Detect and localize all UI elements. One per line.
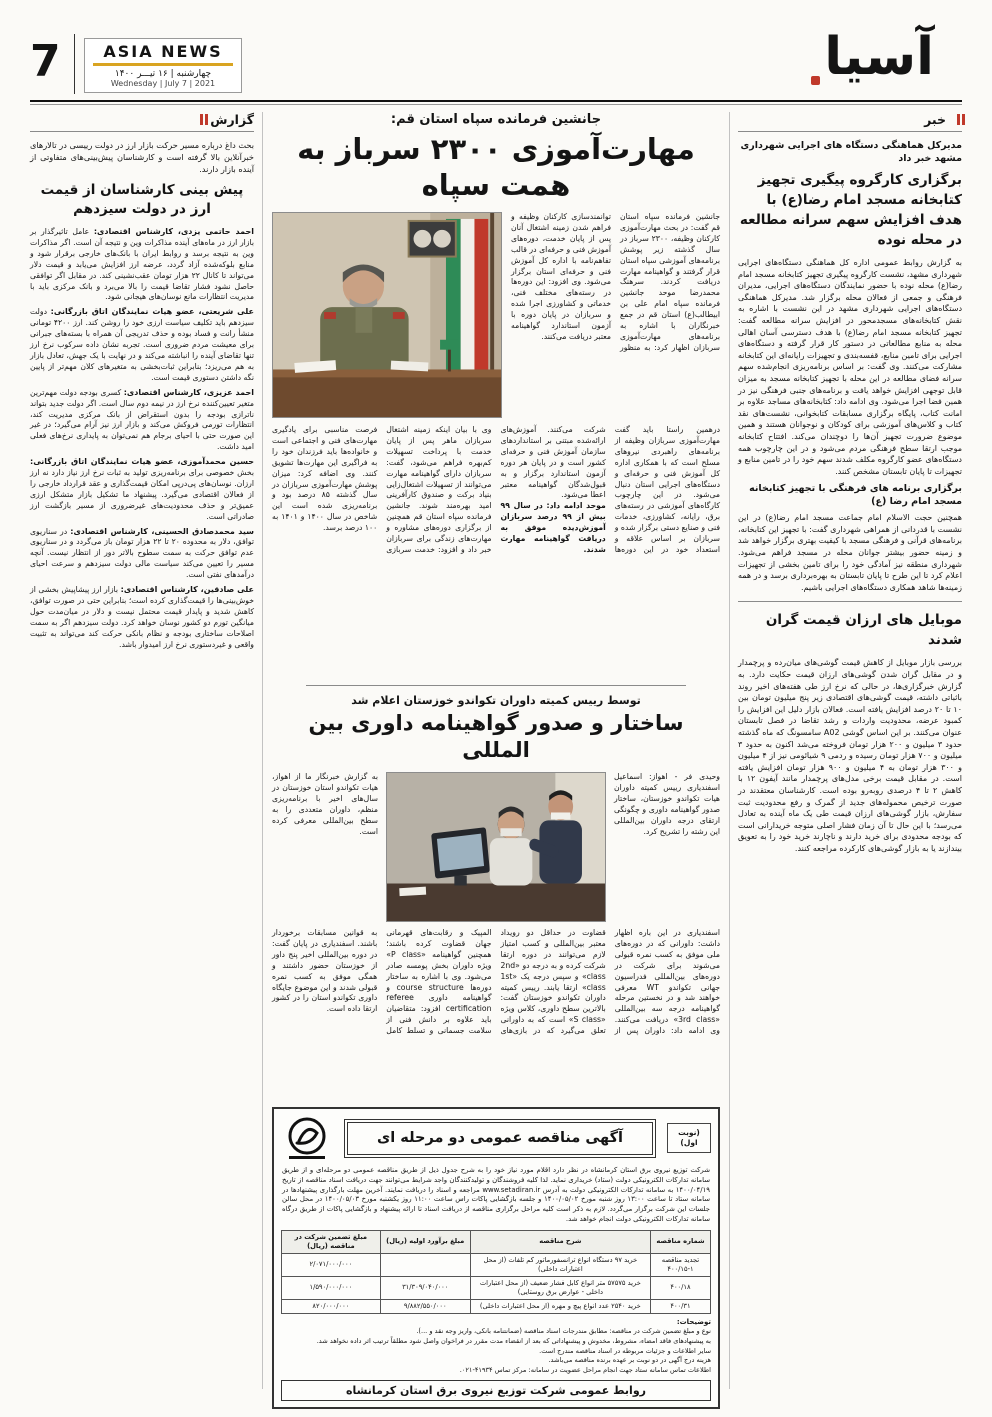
- logo-accent-icon: [811, 76, 820, 85]
- report-entry: [30, 585, 254, 650]
- tender-intro-text: شرکت توزیع نیروی برق استان کرمانشاه در نظر دارد اقلام مورد نیاز خود را به شرح جدول ذیل از طریق مناقصه عمومی دو مرحله‌ای و از طریق سامانه تدارکات الکترونیکی دولت (ستاد) خریداری نماید. لذا کلیه فروشندگان و تولیدکنندگان واجد شرایط می‌توانند جهت دریافت اسناد مناقصه از تاریخ ۱۴۰۰/۰۴/۱۹ به سامانه تدارکات الکترونیکی دولت به آدرس www.setadiran.ir مراجعه و اسناد را دریافت نمایند. آخرین مهلت بارگذاری پیشنهادها در سامانه ستاد تا ساعت ۱۳:۰۰ روز شنبه مورخ ۱۴۰۰/۰۵/۰۲ و جلسه بازگشایی پاکات راس ساعت ۱۱:۰۰ روز یکشنبه مورخ ۱۴۰۰/۰۵/۰۳ در محل سالن جلسات این شرکت برگزار می‌گردد. لازم به ذکر است کلیه مراحل برگزاری مناقصه از دریافت اسناد تا ارائه پیشنهاد و بازگشایی پاکات از طریق درگاه سامانه تدارکات الکترونیکی دولت انجام خواهد شد.: [282, 1166, 710, 1223]
- referee-photo-illustration: [387, 773, 605, 921]
- tender-desc-cell: خرید ۹۷ دستگاه انواع ترانسفورماتور کم تلفات (از محل اعتبارات داخلی): [470, 1253, 650, 1276]
- news-item1-headline: برگزاری کارگروه پیگیری تجهیز کتابخانه مسجد امام رضا(ع) با هدف افزایش سهم سرانه مطالعه در محله نوده: [739, 172, 962, 248]
- expert-name: حسین محمدآموزی، عضو هیات نمایندگان اتاق بازرگانی:: [30, 457, 254, 467]
- news-column: [738, 112, 962, 1389]
- report-headline: پیش بینی کارشناسان از قیمت ارز در دولت سیزدهم: [40, 182, 244, 217]
- tender-header: [281, 1115, 711, 1161]
- tender-note-line: هزینه درج آگهی در دو نوبت بر عهده برنده مناقصه می‌باشد.: [548, 1356, 711, 1365]
- report-entry: [30, 307, 254, 383]
- expert-quote: دولت سیزدهم باید تکلیف سیاست ارزی خود را روشن کند. ارز ۴۲۰۰ تومانی منشأ رانت و فساد بوده و حذف تدریجی آن همراه با بسته‌های جبرانی برای معیشت مردم ضروری است. تجربه نشان داده سرکوب نرخ ارز تنها تقاضای آینده را انباشته می‌کند و در نهایت با یک جهش، تعادل بازار به هم می‌ریزد؛ بنابراین ثبات‌بخشی به متغیرهای کلان مهم‌تر از پایین نگه داشتن دستوری قیمت است.: [30, 307, 254, 382]
- referee-article-headline: ساختار و صدور گواهینامه داوری بین المللی: [308, 711, 684, 762]
- news-item1-subhead: برگزاری برنامه های فرهنگی با تجهیز کتابخانه مسجد امام رضا (ع): [749, 483, 962, 508]
- tender-table: [281, 1230, 711, 1314]
- report-entry: [30, 457, 254, 522]
- masthead: [30, 27, 962, 98]
- tender-estimate-cell: ۹/۸۸۲/۵۵۰/۰۰۰: [380, 1299, 470, 1313]
- lead-article-intro: جانشین فرمانده سپاه استان قم گفت: در بحث مهارت‌آموزی کارکنان وظیفه، ۲۳۰۰ سرباز در سال گذشته زیر پوشش برنامه‌های آموزشی سپاه استان قرار گرفتند و گواهینامه مهارت دریافت کردند. سرهنگ محمدرضا موحد جانشین فرمانده سپاه امام علی بن ابیطالب(ع) استان قم در جمع خبرنگاران با اشاره به برنامه‌های مهارت‌آموزی سربازان اظهار کرد: به منظور توانمندسازی کارکنان وظیفه و فراهم شدن زمینه اشتغال آنان پس از پایان خدمت، دوره‌های آموزش فنی و حرفه‌ای در قالب تفاهم‌نامه با اداره کل آموزش فنی و حرفه‌ای استان برگزار می‌شود. وی افزود: این دوره‌ها در رسته‌های مختلف فنی، خدماتی و کشاورزی اجرا شده و سربازان در پایان دوره با آزمون استاندارد گواهینامه معتبر دریافت می‌کنند.: [511, 212, 720, 352]
- news-section-header: [738, 112, 962, 132]
- tender-round-note: (نوبت اول): [667, 1123, 711, 1153]
- table-header-cell: شرح مناقصه: [470, 1230, 650, 1253]
- brand-box: [84, 38, 242, 93]
- lead-article-top-row: [272, 212, 720, 418]
- center-column: [262, 112, 730, 1398]
- tender-table-header-row: [282, 1230, 711, 1253]
- report-section-header: [30, 112, 254, 132]
- section-marker-icon: [957, 114, 960, 125]
- tender-note-line: نوع و مبلغ تضمین شرکت در مناقصه: مطابق مندرجات اسناد مناقصه (ضمانتنامه بانکی، واریز وجه نقد و ...).: [416, 1327, 711, 1336]
- tender-guarantee-cell: ۸۲۰/۰۰۰/۰۰۰: [282, 1299, 381, 1313]
- lead-body-bold-paragraph: موحد ادامه داد: در سال ۹۹ بیش از ۹۹ درصد سربازان آموزش‌دیده موفق به دریافت گواهینامه مهارت شدند.: [500, 501, 606, 554]
- report-entry: [30, 527, 254, 582]
- tender-desc-cell: خرید ۲۵۴۰ عدد انواع پیچ و مهره (از محل اعتبارات داخلی): [470, 1299, 650, 1313]
- tender-estimate-cell: ۳۱/۳۰۹/۰۴۰/۰۰۰: [380, 1276, 470, 1299]
- news-section-label: خبر: [924, 112, 946, 127]
- power-company-logo: [281, 1115, 333, 1161]
- tender-note-line: سایر اطلاعات و جزئیات مربوطه در اسناد مناقصه مندرج است.: [539, 1346, 711, 1355]
- news-item1-kicker: مدیرکل هماهنگی دستگاه های اجرایی شهرداری مشهد خبر داد: [740, 140, 962, 164]
- expert-name: احمد حاتمی یزدی، کارشناس اقتصادی:: [93, 227, 254, 236]
- expert-name: احمد عزیزی، کارشناس اقتصادی:: [123, 387, 254, 397]
- referee-article-right-column: وحیدی فر - اهواز: اسماعیل اسفندیاری رییس کمیته داوران هیات تکواندو خوزستان، ساختار صدور گواهینامه داوری و چگونگی ارتقای درجه داوران بین‌المللی این رشته را تشریح کرد.: [614, 772, 720, 836]
- news-item2-headline: موبایل های ارزان قیمت گران شدند: [765, 612, 962, 649]
- tender-estimate-cell: [380, 1253, 470, 1276]
- referee-article-body: [272, 928, 720, 1098]
- tender-guarantee-cell: ۲/۰۷۱/۰۰۰/۰۰۰: [282, 1253, 381, 1276]
- header-vertical-rule: [74, 34, 75, 94]
- news-item1-body-2: همچنین حجت الاسلام امام جماعت مسجد امام رضا(ع) در این نشست با قدردانی از همراهی شهرداری گفت: با تجهیز این کتابخانه، برنامه‌های قرآنی و فرهنگی مسجد با کیفیت بهتری برگزار خواهد شد و زمینه حضور بیشتر جوانان محله در مسجد فراهم می‌شود. شهرداری منطقه نیز آمادگی خود را برای تامین بخشی از تجهیزات اعلام کرد تا این طرح تا پایان تابستان به بهره‌برداری برسد و در همه زمینه‌ها شاهد همکاری دستگاه‌های اجرایی باشیم.: [738, 513, 962, 592]
- referee-article-kicker: توسط رییس کمیته داوران تکواندو خوزستان اعلام شد: [351, 694, 641, 707]
- tender-id-cell: ۴۰۰/۱۸: [650, 1276, 710, 1299]
- referee-article-top-row: [272, 772, 720, 922]
- lead-body-paragraph: درهمین راستا باید گفت مهارت‌آموزی سربازان وظیفه از برنامه‌های راهبردی نیروهای مسلح است که با همکاری اداره کل آموزش فنی و حرفه‌ای و دستگاه‌های اجرایی استان دنبال می‌شود. در این چارچوب کارگاه‌های آموزشی در رسته‌های برق، رایانه، کشاورزی، خدمات فنی و صنایع دستی برگزار شده و سربازان بر اساس علاقه و استعداد خود در این دوره‌ها شرکت می‌کنند. آموزش‌های ارائه‌شده مبتنی بر استانداردهای سازمان آموزش فنی و حرفه‌ای کشور است و در پایان هر دوره آزمون استاندارد برگزار و به قبول‌شدگان گواهینامه معتبر اعطا می‌شود.: [500, 425, 720, 554]
- tender-notes-title: توضیحات:: [676, 1317, 711, 1326]
- referee-course-photo: [386, 772, 606, 922]
- report-column: [30, 112, 254, 1389]
- table-header-cell: مبلغ تضمین شرکت در مناقصه (ریال): [282, 1230, 381, 1253]
- report-lead: بحث داغ درباره مسیر حرکت بازار ارز در دولت رییسی در تالارهای خبرآنلاین بالا گرفته است و کارشناسان پیش‌بینی‌های متفاوتی از آینده بازار دارند.: [30, 140, 254, 174]
- news-divider-rule: [738, 601, 962, 602]
- article-divider-rule: [306, 685, 686, 686]
- header-rule-thin: [30, 104, 962, 105]
- tender-guarantee-cell: ۱/۵۹۰/۰۰۰/۰۰۰: [282, 1276, 381, 1299]
- lead-body-paragraph: وی با بیان اینکه زمینه اشتغال سربازان ماهر پس از پایان خدمت با پرداخت تسهیلات کم‌بهره فراهم می‌شود، گفت: سربازان دارای گواهینامه مهارت می‌توانند از تسهیلات اشتغال‌زایی بنیاد برکت و صندوق کارآفرینی امید بهره‌مند شوند. جانشین فرمانده سپاه استان قم همچنین از برگزاری دوره‌های مشاوره و مهارت‌های زندگی برای سربازان خبر داد و افزود: خدمت سربازی فرصت مناسبی برای یادگیری مهارت‌های فنی و اجتماعی است و خانواده‌ها باید فرزندان خود را به فراگیری این مهارت‌ها تشویق کنند. وی اضافه کرد: میزان پوشش مهارت‌آموزی سربازان در سال گذشته ۸۵ درصد بود و برنامه‌ریزی شده است این شاخص در سال ۱۴۰۰ و ۱۴۰۱ به ۱۰۰ درصد برسد.: [272, 425, 492, 554]
- lead-article-body: [272, 425, 720, 677]
- date-persian: چهارشنبه | ۱۶ تیـــر ۱۴۰۰: [114, 69, 212, 79]
- report-entry: [30, 388, 254, 453]
- tender-footer-strip: روابط عمومی شرکت توزیع نیروی برق استان کرمانشاه: [281, 1380, 711, 1401]
- table-header-cell: شماره مناقصه: [650, 1230, 710, 1253]
- page-number: 7: [30, 36, 61, 87]
- tender-note-line: به پیشنهادهای فاقد امضاء، مشروط، مخدوش و پیشنهاداتی که بعد از انقضاء مدت مقرر در فراخوان واصل شود مطلقاً ترتیب اثر داده نخواهد شد.: [316, 1336, 711, 1345]
- table-row: [282, 1276, 711, 1299]
- tender-note-line: اطلاعات تماس سامانه ستاد جهت انجام مراحل عضویت در سامانه: مرکز تماس ۴۱۹۳۴-۰۲۱.: [459, 1365, 711, 1374]
- expert-name: علی صادقین، کارشناس اقتصادی:: [120, 585, 254, 595]
- expert-quote: کسری بودجه دولت مهم‌ترین متغیر تعیین‌کننده نرخ ارز در نیمه دوم سال است. اگر دولت جدید بتواند ناترازی بودجه را بدون استقراض از بانک مرکزی مدیریت کند، انتظارات تورمی فروکش می‌کند و بازار ارز نیز آرام می‌گیرد؛ در غیر این صورت حتی با احیای برجام هم نمی‌توان به پایداری نرخ‌های فعلی امید داشت.: [30, 387, 254, 452]
- table-header-cell: مبلغ برآورد اولیه (ریال): [380, 1230, 470, 1253]
- report-section-label: گزارش: [210, 112, 254, 127]
- header-rule: [30, 100, 962, 102]
- news-item1-body: به گزارش روابط عمومی اداره کل هماهنگی دستگاه‌های اجرایی شهرداری مشهد، نشست کارگروه پیگیری تجهیز کتابخانه مسجد امام رضا(ع) محله نوده با حضور نمایندگان دستگاه‌های اجرایی، مدیران فرهنگی و جمعی از فعالان محله برگزار شد. مدیرکل هماهنگی دستگاه‌های اجرایی شهرداری مشهد در این نشست با اشاره به نقش کتابخانه‌های مسجدمحور در افزایش سرانه مطالعه گفت: تجهیز کتابخانه مسجد امام رضا(ع) با هدف دسترسی آسان اهالی محله به منابع مطالعاتی در دستور کار قرار گرفته و دستگاه‌های اجرایی برای تامین منابع، قفسه‌بندی و تجهیزات رایانه‌ای این کتابخانه مشارکت می‌کنند. وی گفت: بر اساس برنامه‌ریزی انجام‌شده سهم سرانه فضای مطالعه در این محله با تجهیز کتابخانه مسجد به میزان قابل توجهی افزایش خواهد یافت و برنامه‌های جنبی فرهنگی نیز در همین فضا اجرا می‌شود. وی ادامه داد: کتابخانه‌های مساجد علاوه بر امانت کتاب، پایگاه برگزاری مسابقات کتابخوانی، نشست‌های نقد کتاب و کلاس‌های آموزشی برای کودکان و نوجوانان هستند و همین موضوع ضرورت تجهیز آن‌ها را دوچندان می‌کند. افتتاح کتابخانه موجب ارتقا سطح فرهنگی مردم می‌شود و در این چارچوب همه دستگاه‌های عضو کارگروه مکلف شدند سهم خود را در تامین منابع و تجهیزات تا پایان تابستان مشخص کنند.: [738, 258, 962, 476]
- expert-quote: بازار ارز پیشاپیش بخشی از خوش‌بینی‌ها را قیمت‌گذاری کرده است؛ بنابراین حتی در صورت توافق، کاهش شدید و پایدار قیمت محتمل نیست و دلار در میان‌مدت حول میانگین تورم دو کشور نوسان خواهد کرد. دولت سیزدهم اگر به سمت اصلاحات ساختاری بودجه و نظام بانکی حرکت کند می‌تواند به تثبیت واقعی و غیردستوری نرخ ارز امیدوار باشد.: [30, 585, 254, 649]
- lead-article-headline: مهارت‌آموزی ۲۳۰۰ سرباز به همت سپاه: [297, 132, 695, 202]
- lead-article-kicker: جانشین فرمانده سپاه استان قم:: [390, 112, 602, 127]
- expert-quote: در سناریوی توافق، دلار به محدوده ۲۰ تا ۲۲ هزار تومان باز می‌گردد و در سناریوی عدم توافق حرکت به سمت سطوح بالاتر دور از انتظار نیست. آنچه مسیر را تعیین می‌کند سیاست مالی دولت سیزدهم و سرعت احیای درآمدهای نفتی است.: [30, 526, 254, 580]
- referee-article-left-column: به گزارش خبرنگار ما از اهواز، هیات تکواندو استان خوزستان در سال‌های اخیر با برنامه‌ریزی منظم، داوران متعددی را به سطح بین‌المللی معرفی کرده است.: [272, 772, 378, 836]
- asia-logo: آسیا: [824, 27, 934, 87]
- table-row: [282, 1299, 711, 1313]
- section-marker-icon: [200, 114, 203, 125]
- date-english: Wednesday | July 7 | 2021: [110, 79, 216, 88]
- report-entry: [30, 227, 254, 303]
- tender-announcement: [272, 1107, 720, 1409]
- tender-notes: [281, 1318, 711, 1376]
- expert-quote: بخش خصوصی برای برنامه‌ریزی تولید به ثبات نرخ ارز نیاز دارد نه ارز ارزان. نوسان‌های پی‌درپی امکان قیمت‌گذاری و عقد قرارداد خارجی را از فعالان اقتصادی می‌گیرد. پیشنهاد ما تشکیل بازار متشکل ارزی عمیق‌تر و حذف محدودیت‌های غیرضروری از مسیر بازگشت ارز صادراتی است.: [30, 468, 254, 521]
- referee-body-paragraph: اسفندیاری در این باره اظهار داشت: داورانی که در دوره‌های ملی موفق به کسب نمره قبولی می‌شوند برای شرکت در دوره‌های بین‌المللی فدراسیون جهانی تکواندو WT معرفی خواهند شد و در نخستین مرحله گواهینامه درجه سه بین‌المللی «3rd class» دریافت می‌کنند. وی ادامه داد: داوران پس از قضاوت در حداقل دو رویداد معتبر بین‌المللی و کسب امتیاز لازم می‌توانند در دوره ارتقا شرکت کرده و به درجه دو «2nd class» و سپس درجه یک «1st class» ارتقا یابند. رییس کمیته داوران تکواندو خوزستان گفت: بالاترین سطح داوری، کلاس ویژه «S class» است که به داورانی تعلق می‌گیرد که در بازی‌های المپیک و رقابت‌های قهرمانی جهان قضاوت کرده باشند؛ همچنین گواهینامه «P class» ویژه داوران بخش پومسه صادر می‌شود. وی با اشاره به ساختار دوره‌ها course structure و گواهینامه داوری referee certification افزود: متقاضیان باید علاوه بر دانش فنی از سلامت جسمانی و تسلط کامل به قوانین مسابقات برخوردار باشند. اسفندیاری در پایان گفت: در دوره بین‌المللی اخیر پنج داور از خوزستان حضور داشتند و همگی موفق به کسب نمره قبولی شدند و این موضوع جایگاه داوری تکواندو استان را در کشور ارتقا داده است.: [272, 928, 720, 1036]
- news-item2-body: بررسی بازار موبایل از کاهش قیمت گوشی‌های میان‌رده و پرچمدار و در مقابل گران شدن گوشی‌های ارزان قیمت حکایت دارد. به گزارش خبرگزاری‌ها، در حالی که نرخ ارز طی هفته‌های اخیر روند باثباتی داشته، قیمت گوشی‌های اقتصادی زیر پنج میلیون تومان بین ۱۰ تا ۲۰ درصد افزایش یافته است. فعالان بازار دلیل این افزایش را کمبود عرضه، محدودیت واردات و رشد تقاضا در فصل تابستان عنوان می‌کنند. بر این اساس گوشی A02 سامسونگ که ماه گذشته حدود ۳ میلیون و ۲۰۰ هزار تومان فروخته می‌شد اکنون به حدود ۳ میلیون و ۷۰۰ هزار تومان رسیده و ردمی ۹ شیائومی نیز از ۴ میلیون و ۳۰۰ هزار تومان به ۴ میلیون و ۹۰۰ هزار تومان افزایش یافته است. در مقابل قیمت برخی مدل‌های پرچمدار مانند آیفون ۱۲ با کاهش ۲ تا ۴ درصدی روبه‌رو بوده است. کارشناسان معتقدند در صورت ترخیص محموله‌های جدید از گمرک و رفع محدودیت ثبت سفارش، بازار گوشی‌های ارزان قیمت طی یک ماه آینده به تعادل می‌رسد؛ با این حال تا آن زمان فشار اصلی متوجه خریدارانی است که بودجه محدودی برای خرید دارند و ناچارند خرید خود را به تعویق بیندازند یا به بازار گوشی‌های کارکرده مراجعه کنند.: [738, 658, 963, 853]
- commander-photo-illustration: [273, 213, 501, 417]
- tender-desc-cell: خرید ۵۷۵۷۵ متر انواع کابل فشار ضعیف (از محل اعتبارات داخلی - عوارض برق روستایی): [470, 1276, 650, 1299]
- expert-quote: عامل تاثیرگذار بر بازار ارز در ماه‌های آینده مذاکرات وین و نتیجه آن است. اگر مذاکرات وین به نتیجه برسد و روابط ایران با بانک‌های خارجی برقرار شود و منابع بلوکه‌شده آزاد گردد، عرضه ارز افزایش می‌یابد و قیمت دلار می‌تواند تا کانال ۲۲ هزار تومان عقب‌نشینی کند. در مقابل اگر توافقی حاصل نشود فشار تقاضا قیمت را بالا می‌برد و بانک مرکزی باید با مدیریت انتظارات مانع نوسان‌های هیجانی شود.: [30, 227, 254, 302]
- power-company-logo-icon: [281, 1115, 333, 1161]
- table-row: [282, 1253, 711, 1276]
- brand-title: ASIA NEWS: [93, 42, 233, 66]
- expert-name: سید محمدصادق الحسینی، کارشناس اقتصادی:: [70, 526, 254, 536]
- tender-id-cell: تجدید مناقصه ۱-۴۰۰/۱۵: [650, 1253, 710, 1276]
- tender-id-cell: ۴۰۰/۳۱: [650, 1299, 710, 1313]
- tender-title: آگهی مناقصه عمومی دو مرحله ای: [347, 1122, 653, 1155]
- commander-photo: [272, 212, 502, 418]
- expert-name: علی شریعتی، عضو هیات نمایندگان اتاق بازرگانی:: [50, 307, 254, 317]
